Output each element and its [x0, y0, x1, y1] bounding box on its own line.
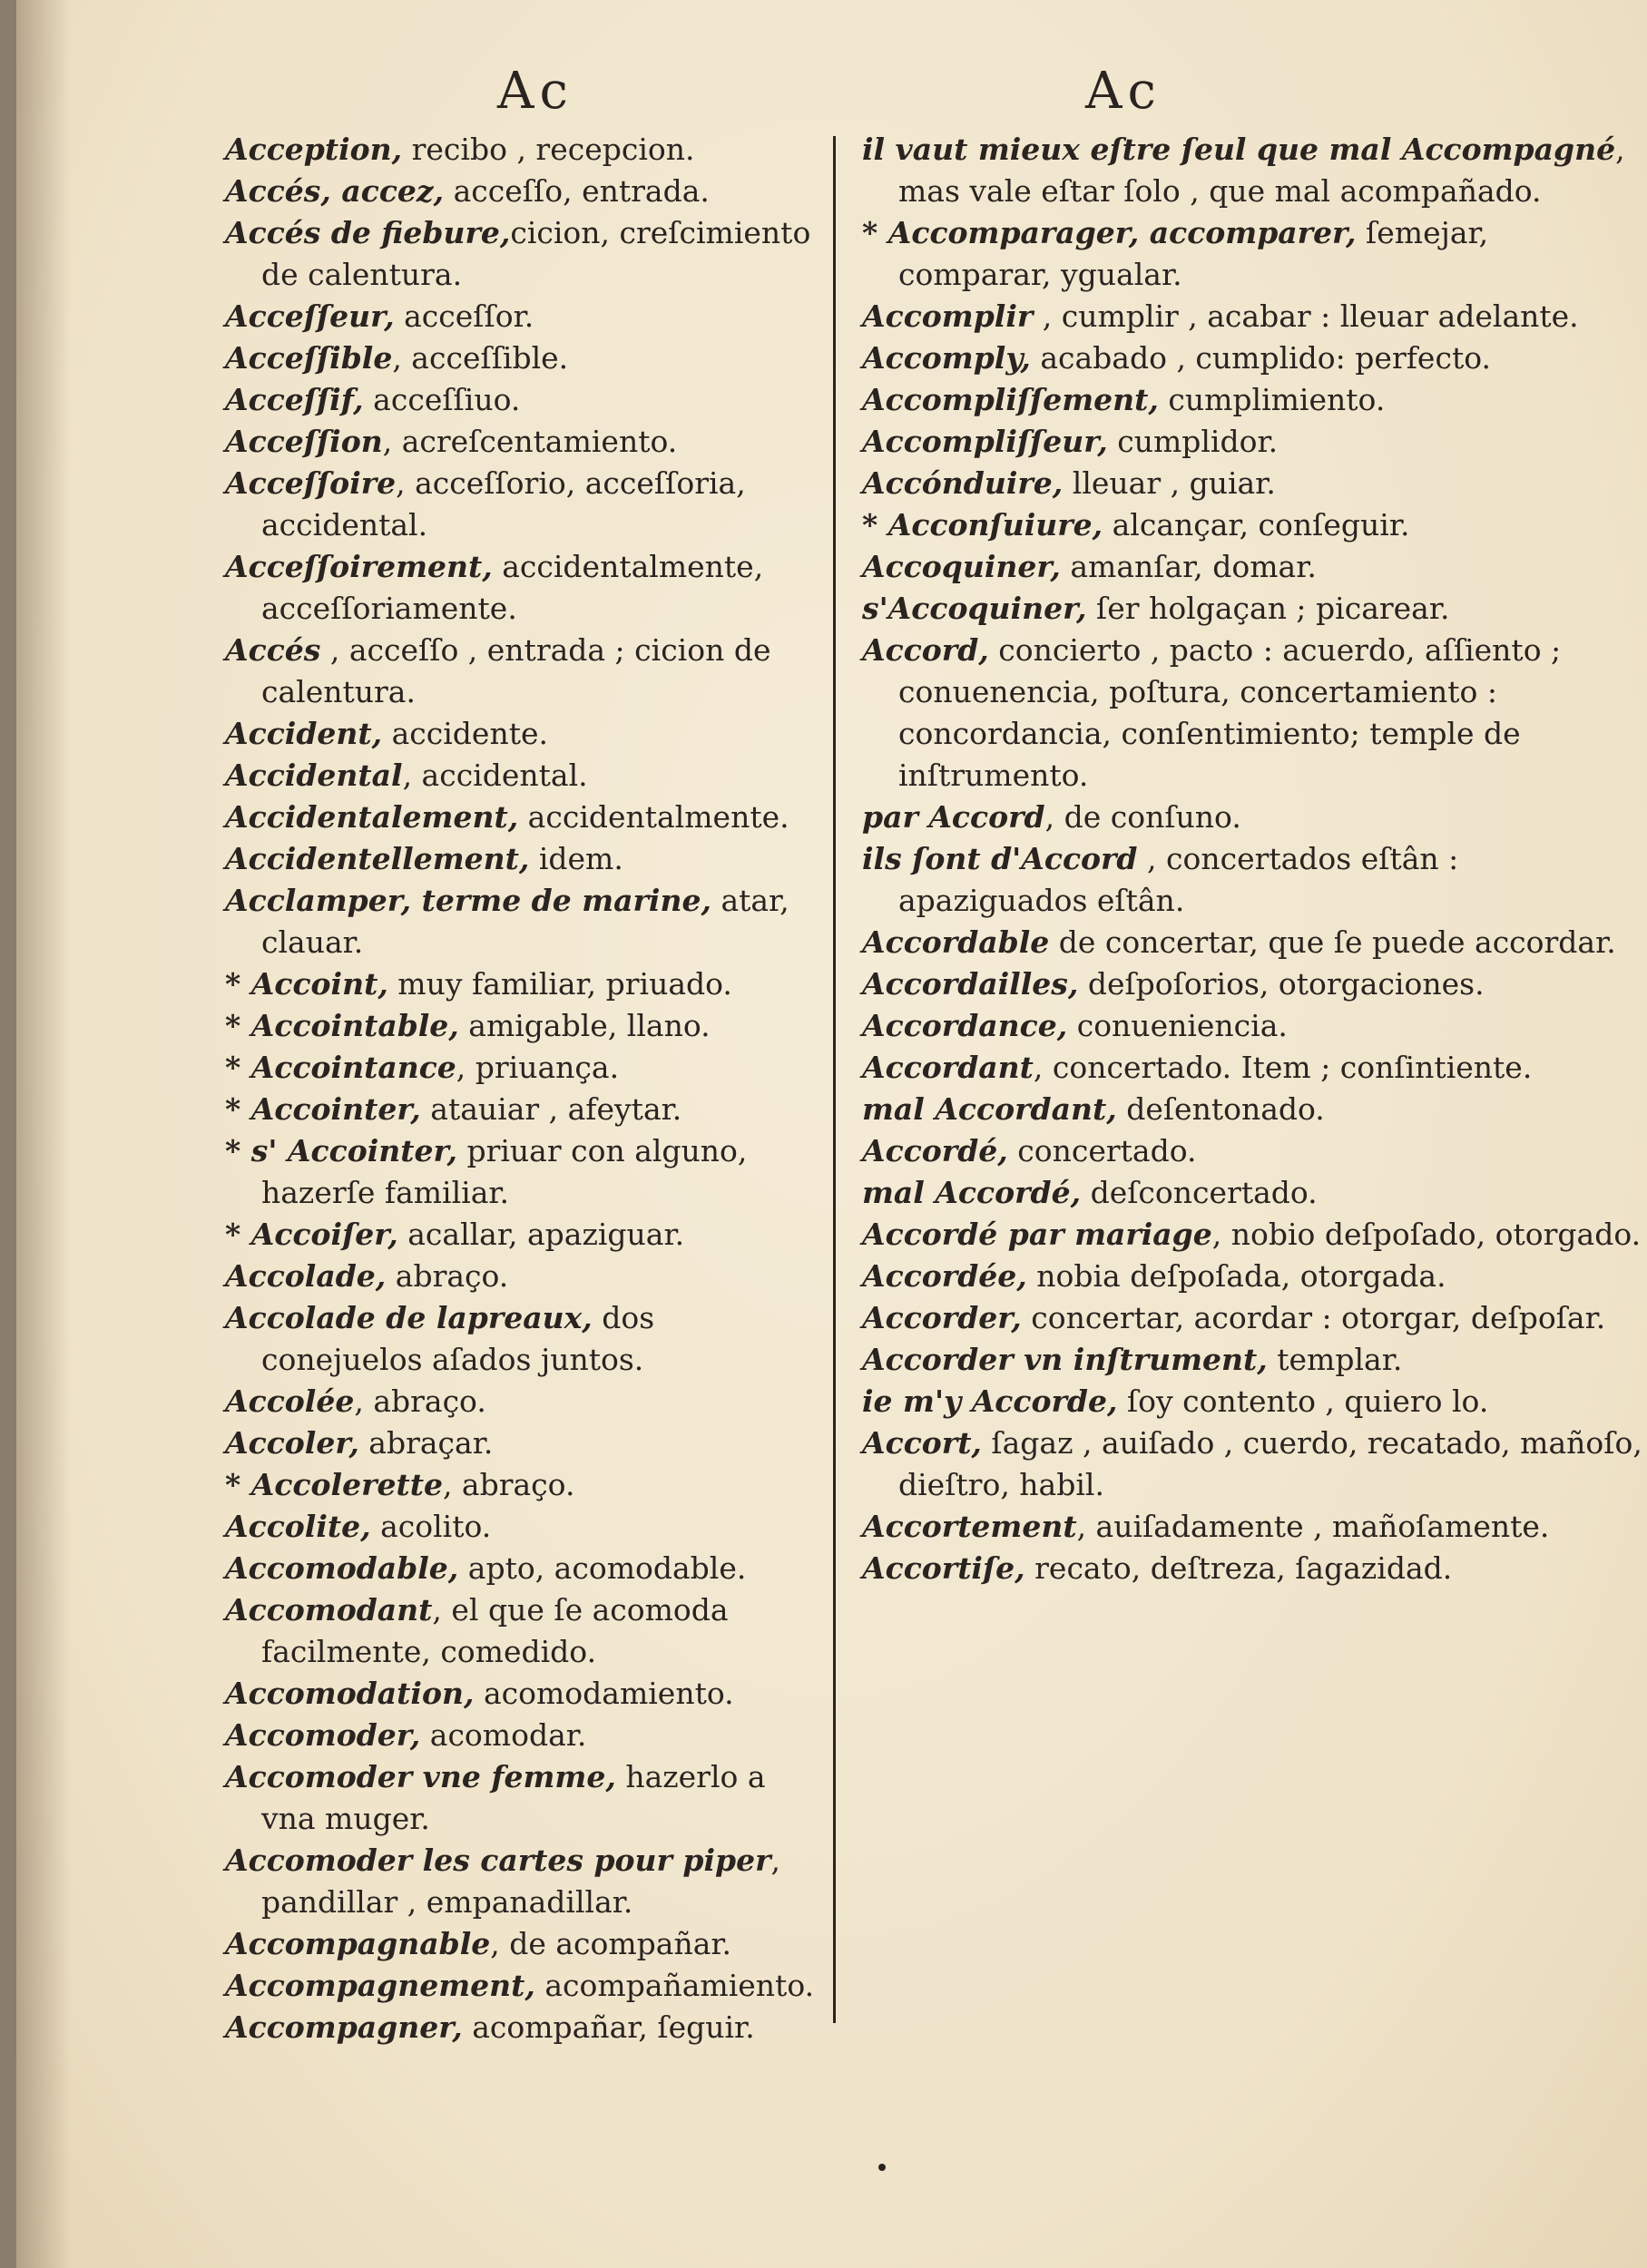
- entry-headword: Accordailles,: [862, 966, 1079, 1002]
- entry-headword: Accoquiner,: [862, 549, 1061, 584]
- entry-definition: atauiar , afeytar.: [420, 1091, 682, 1127]
- entry-headword: Accomoder les cartes pour piper: [225, 1843, 771, 1878]
- entry-definition: , accidental.: [402, 758, 588, 793]
- entry-definition: ſoy contento , quiero lo.: [1117, 1383, 1489, 1419]
- dictionary-entry: [862, 838, 1642, 922]
- entry-headword: Acceſſif,: [225, 382, 364, 417]
- entry-definition: acceſſor.: [394, 298, 534, 334]
- entry-headword: Accomplir: [862, 298, 1034, 334]
- dictionary-entry: [862, 1381, 1642, 1422]
- entry-definition: , pandillar , empanadillar.: [261, 1843, 780, 1920]
- entry-definition: concierto , pacto : acuerdo, aſſiento ; conuenencia, poſtura, concertamiento : concordancia, conſentimiento; temple de inſtrumento.: [898, 632, 1562, 793]
- entry-definition: , acceſſible.: [392, 340, 569, 376]
- entry-definition: cumplidor.: [1107, 424, 1279, 459]
- entry-headword: Accomoder,: [225, 1717, 421, 1753]
- entry-headword: Acclamper, terme de marine,: [225, 883, 711, 918]
- entry-headword: Accolade,: [225, 1258, 387, 1294]
- dictionary-entry: [225, 296, 824, 337]
- entry-definition: concertado.: [1007, 1133, 1197, 1168]
- entry-definition: recibo , recepcion.: [402, 132, 695, 167]
- column-divider: [833, 136, 836, 2023]
- entry-headword: Accordable: [862, 924, 1050, 960]
- dictionary-entry: [225, 212, 824, 296]
- entry-headword: Acceſſible: [225, 340, 393, 376]
- dictionary-entry: [225, 1422, 824, 1464]
- entry-definition: acomodamiento.: [474, 1676, 734, 1711]
- dictionary-entry: [862, 1005, 1642, 1047]
- entry-headword: Accidentellement,: [225, 841, 530, 876]
- page-mark: [878, 2164, 886, 2171]
- entry-definition: cicion, creſcimiento de calentura.: [261, 215, 811, 292]
- dictionary-entry: [225, 2007, 824, 2048]
- entry-headword: Accomodant: [225, 1592, 433, 1628]
- entry-headword: Accolade de lapreaux,: [225, 1300, 593, 1335]
- dictionary-entry: [225, 129, 824, 171]
- entry-headword: * Acconſuiure,: [862, 507, 1103, 543]
- entry-definition: hazerlo a vna muger.: [261, 1759, 766, 1836]
- entry-definition: atar, clauar.: [261, 883, 789, 960]
- dictionary-entry: [225, 963, 824, 1005]
- entry-definition: dos conejuelos aſados juntos.: [261, 1300, 655, 1377]
- entry-definition: , mas vale eſtar ſolo , que mal acompañado.: [898, 132, 1625, 209]
- dictionary-entry: [862, 546, 1642, 588]
- entry-headword: Acceſſoire: [225, 465, 397, 501]
- entry-headword: Accompagnable: [225, 1926, 491, 1961]
- dictionary-entry: [225, 1715, 824, 1756]
- entry-headword: Accompliſſement,: [862, 382, 1159, 417]
- entry-headword: * Accomparager, accomparer,: [862, 215, 1357, 250]
- entry-headword: Accomoder vne femme,: [225, 1759, 616, 1794]
- entry-definition: conueniencia.: [1067, 1008, 1288, 1043]
- entry-headword: Accolite,: [225, 1509, 371, 1544]
- book-page: [16, 0, 1647, 2268]
- entry-definition: idem.: [529, 841, 623, 876]
- entry-definition: abraço.: [386, 1258, 509, 1294]
- dictionary-entry: [225, 1214, 824, 1256]
- dictionary-entry: [225, 337, 824, 379]
- entry-definition: acabado , cumplido: perfecto.: [1030, 340, 1491, 376]
- dictionary-entry: [862, 1422, 1642, 1506]
- entry-headword: Accomply,: [862, 340, 1031, 376]
- entry-definition: deſconcertado.: [1081, 1175, 1318, 1210]
- entry-definition: amanſar, domar.: [1060, 549, 1317, 584]
- entry-definition: ſemejar, comparar, ygualar.: [898, 215, 1489, 292]
- entry-definition: acompañar, ſeguir.: [462, 2009, 755, 2045]
- entry-headword: Acceſſeur,: [225, 298, 395, 334]
- dictionary-entry: [862, 1297, 1642, 1339]
- dictionary-entry: [225, 713, 824, 755]
- entry-definition: muy familiar, priuado.: [387, 966, 732, 1002]
- entry-headword: Accoler,: [225, 1425, 359, 1461]
- dictionary-entry: [225, 1256, 824, 1297]
- dictionary-entry: [862, 1089, 1642, 1130]
- entry-headword: Acceſſion: [225, 424, 383, 459]
- entry-headword: ie m'y Accorde,: [862, 1383, 1118, 1419]
- entry-definition: alcançar, conſeguir.: [1103, 507, 1410, 543]
- dictionary-entry: [862, 129, 1642, 212]
- entry-headword: * s' Accointer,: [225, 1133, 457, 1168]
- entry-definition: abraçar.: [358, 1425, 494, 1461]
- dictionary-entry: [225, 1548, 824, 1589]
- entry-definition: concertar, acordar : otorgar, deſpoſar.: [1021, 1300, 1606, 1335]
- entry-definition: , concertados eſtân : apaziguados eſtân.: [898, 841, 1459, 918]
- entry-definition: , abraço.: [354, 1383, 486, 1419]
- dictionary-entry: [225, 171, 824, 212]
- entry-headword: mal Accordé,: [862, 1175, 1082, 1210]
- dictionary-entry: [862, 588, 1642, 630]
- entry-definition: , nobio deſpoſado, otorgado.: [1211, 1217, 1642, 1252]
- entry-definition: nobia deſpoſada, otorgada.: [1026, 1258, 1446, 1294]
- entry-definition: acompañamiento.: [534, 1968, 815, 2003]
- entry-headword: Accorder,: [862, 1300, 1022, 1335]
- dictionary-entry: [862, 922, 1642, 963]
- entry-headword: Accortiſe,: [862, 1550, 1025, 1586]
- dictionary-entry: [225, 755, 824, 797]
- dictionary-entry: [225, 1381, 824, 1422]
- entry-headword: Accónduire,: [862, 465, 1064, 501]
- dictionary-entry: [225, 1047, 824, 1089]
- dictionary-entry: [862, 1130, 1642, 1172]
- dictionary-entry: [862, 1172, 1642, 1214]
- entry-definition: , acceſſo , entrada ; cicion de calentura.: [261, 632, 771, 709]
- dictionary-entry: [225, 1923, 824, 1965]
- entry-definition: priuar con alguno, hazerſe familiar.: [261, 1133, 748, 1210]
- entry-headword: Accompagner,: [225, 2009, 463, 2045]
- entry-definition: , concertado. Item ; conſintiente.: [1033, 1050, 1533, 1085]
- entry-definition: de concertar, que ſe puede accordar.: [1049, 924, 1616, 960]
- entry-headword: Accidentalement,: [225, 799, 519, 835]
- entry-headword: ils ſont d'Accord: [862, 841, 1138, 876]
- dictionary-entry: [225, 421, 824, 463]
- dictionary-entry: [862, 630, 1642, 797]
- column-header-right: Ac: [1085, 62, 1162, 121]
- entry-definition: accidente.: [382, 716, 548, 751]
- dictionary-entry: [225, 1005, 824, 1047]
- dictionary-entry: [862, 379, 1642, 421]
- dictionary-entry: [862, 1256, 1642, 1297]
- entry-headword: Accomodation,: [225, 1676, 475, 1711]
- entry-headword: * Accoiſer,: [225, 1217, 398, 1252]
- dictionary-entry: [862, 963, 1642, 1005]
- entry-headword: * Accointer,: [225, 1091, 421, 1127]
- entry-definition: deſpoſorios, otorgaciones.: [1078, 966, 1485, 1002]
- dictionary-entry: [862, 296, 1642, 337]
- dictionary-entry: [862, 797, 1642, 838]
- dictionary-entry: [225, 1673, 824, 1715]
- entry-headword: Accordée,: [862, 1258, 1027, 1294]
- entry-definition: , de acompañar.: [490, 1926, 732, 1961]
- entry-definition: acallar, apaziguar.: [397, 1217, 685, 1252]
- entry-definition: ſer holgaçan ; picarear.: [1086, 591, 1450, 626]
- entry-headword: Accorder vn inſtrument,: [862, 1342, 1268, 1377]
- entry-definition: accidentalmente, acceſſoriamente.: [261, 549, 764, 626]
- entry-headword: s'Accoquiner,: [862, 591, 1087, 626]
- dictionary-entry: [225, 1297, 824, 1381]
- dictionary-entry: [862, 421, 1642, 463]
- dictionary-entry: [862, 1339, 1642, 1381]
- dictionary-entry: [225, 1464, 824, 1506]
- entry-definition: accidentalmente.: [518, 799, 789, 835]
- column-header-left: Ac: [497, 62, 574, 121]
- entry-headword: Accordance,: [862, 1008, 1068, 1043]
- entry-definition: , auiſadamente , mañoſamente.: [1076, 1509, 1550, 1544]
- entry-headword: Accordé par mariage: [862, 1217, 1212, 1252]
- dictionary-entry: [225, 630, 824, 713]
- dictionary-entry: [862, 337, 1642, 379]
- entry-definition: , priuança.: [456, 1050, 620, 1085]
- entry-definition: cumplimiento.: [1158, 382, 1386, 417]
- entry-definition: recato, deſtreza, ſagazidad.: [1024, 1550, 1453, 1586]
- dictionary-entry: [862, 1506, 1642, 1548]
- gutter-shadow: [16, 0, 71, 2268]
- entry-headword: Accés: [225, 632, 321, 668]
- dictionary-entry: [862, 1047, 1642, 1089]
- entry-headword: Accidental: [225, 758, 403, 793]
- entry-headword: Accortement: [862, 1509, 1077, 1544]
- entry-headword: mal Accordant,: [862, 1091, 1117, 1127]
- entry-definition: templar.: [1267, 1342, 1403, 1377]
- entry-definition: deſentonado.: [1116, 1091, 1325, 1127]
- dictionary-entry: [225, 1589, 824, 1673]
- dictionary-entry: [862, 1548, 1642, 1589]
- entry-headword: Accord,: [862, 632, 989, 668]
- entry-definition: , acceſſorio, acceſſoria, accidental.: [261, 465, 746, 543]
- dictionary-entry: [225, 1756, 824, 1840]
- entry-definition: acomodar.: [420, 1717, 587, 1753]
- entry-headword: * Accolerette: [225, 1467, 443, 1502]
- dictionary-entry: [225, 1089, 824, 1130]
- entry-headword: Accompliſſeur,: [862, 424, 1108, 459]
- entry-headword: * Accoint,: [225, 966, 388, 1002]
- dictionary-entry: [225, 1965, 824, 2007]
- entry-definition: , el que ſe acomoda facilmente, comedido.: [261, 1592, 729, 1669]
- entry-definition: apto, acomodable.: [458, 1550, 747, 1586]
- entry-headword: par Accord: [862, 799, 1045, 835]
- entry-headword: * Accointance: [225, 1050, 456, 1085]
- entry-list-left: [225, 129, 824, 2048]
- entry-list-right: [862, 129, 1642, 1589]
- entry-definition: , de conſuno.: [1044, 799, 1241, 835]
- entry-headword: Accordant: [862, 1050, 1034, 1085]
- entry-headword: Accés de fiebure,: [225, 215, 511, 250]
- dictionary-entry: [225, 546, 824, 630]
- entry-headword: Accomodable,: [225, 1550, 459, 1586]
- entry-definition: ſagaz , auiſado , cuerdo, recatado, mañoſo, dieſtro, habil.: [898, 1425, 1642, 1502]
- entry-definition: acceſſiuo.: [363, 382, 521, 417]
- entry-definition: acolito.: [370, 1509, 492, 1544]
- dictionary-entry: [862, 212, 1642, 296]
- entry-definition: acceſſo, entrada.: [444, 173, 710, 209]
- dictionary-entry: [862, 1214, 1642, 1256]
- entry-headword: Accompagnement,: [225, 1968, 535, 2003]
- entry-definition: , abraço.: [442, 1467, 575, 1502]
- dictionary-entry: [225, 797, 824, 838]
- entry-headword: Accident,: [225, 716, 383, 751]
- entry-headword: Accés, accez,: [225, 173, 445, 209]
- entry-definition: , cumplir , acabar : lleuar adelante.: [1033, 298, 1579, 334]
- entry-definition: lleuar , guiar.: [1063, 465, 1276, 501]
- dictionary-entry: [225, 880, 824, 963]
- dictionary-entry: [862, 463, 1642, 504]
- entry-headword: il vaut mieux eſtre ſeul que mal Accompagné: [862, 132, 1616, 167]
- dictionary-entry: [225, 838, 824, 880]
- entry-definition: , acreſcentamiento.: [382, 424, 678, 459]
- dictionary-entry: [862, 504, 1642, 546]
- entry-definition: amigable, llano.: [458, 1008, 711, 1043]
- dictionary-entry: [225, 1506, 824, 1548]
- entry-headword: Accolée: [225, 1383, 355, 1419]
- dictionary-entry: [225, 379, 824, 421]
- dictionary-entry: [225, 1840, 824, 1923]
- entry-headword: Accordé,: [862, 1133, 1008, 1168]
- dictionary-entry: [225, 463, 824, 546]
- entry-headword: Acception,: [225, 132, 403, 167]
- dictionary-entry: [225, 1130, 824, 1214]
- entry-headword: Acceſſoirement,: [225, 549, 493, 584]
- entry-headword: * Accointable,: [225, 1008, 459, 1043]
- entry-headword: Accort,: [862, 1425, 982, 1461]
